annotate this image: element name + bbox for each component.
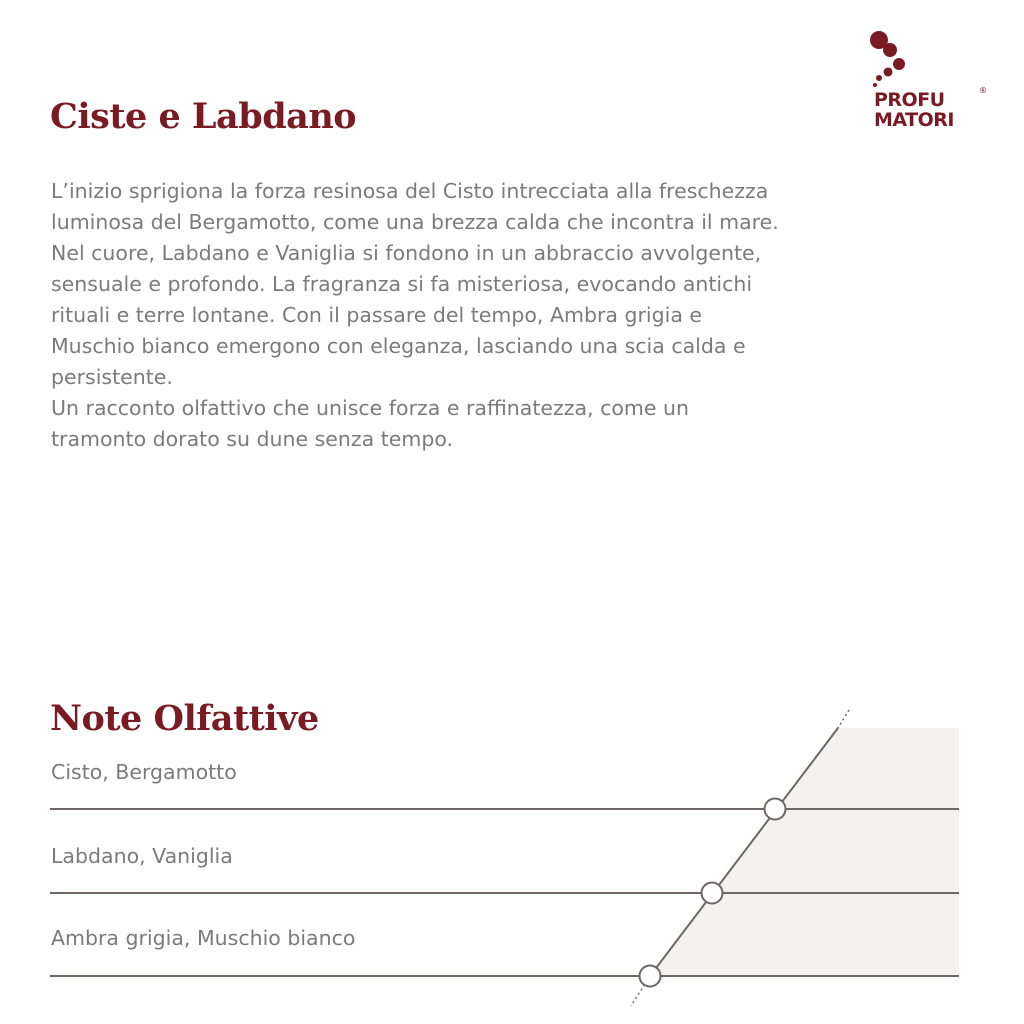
pyramid-panel — [650, 728, 959, 976]
brand-line-1: PROFU — [874, 89, 945, 111]
note-base-label: Ambra grigia, Muschio bianco — [51, 926, 356, 950]
marker-base — [640, 966, 661, 987]
description-paragraph-1: L’inizio sprigiona la forza resinosa del Cisto intrecciata alla freschezza luminosa del Bergamotto, come una brezza calda che incontra il mare. Nel cuore, Labdano e Vaniglia si fondono in un abbraccio avvolgente, sensuale e profondo. La fragranza si fa misteriosa, evocando antichi rituali e terre lontane. Con il passare del tempo, Ambra grigia e Muschio bianco emergono con eleganza, lasciando una scia calda e persistente. — [51, 179, 779, 389]
registered-mark: ® — [979, 86, 987, 95]
notes-title: Note Olfattive — [50, 698, 319, 739]
description-paragraph-2: Un racconto olfattivo che unisce forza e raffinatezza, come un tramonto dorato su dune senza tempo. — [51, 396, 689, 451]
page-title: Ciste e Labdano — [50, 96, 357, 137]
brand-line-2: MATORI — [874, 109, 954, 131]
note-heart-label: Labdano, Vaniglia — [51, 844, 233, 868]
marker-heart — [702, 883, 723, 904]
slope-dotted-top — [838, 710, 849, 728]
note-top-label: Cisto, Bergamotto — [51, 760, 237, 784]
marker-top — [765, 799, 786, 820]
